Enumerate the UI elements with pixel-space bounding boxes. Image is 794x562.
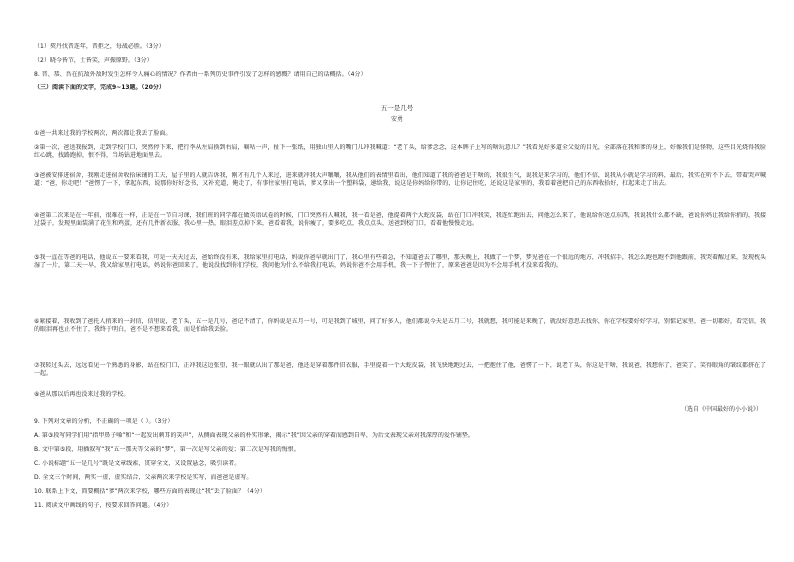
paragraph-6: ⑥紧接着，我收到了爸托人捎来的一封信，信里说，老丫头，五一是几号，爸记不清了，你妈说是五月一号，可是我到了城里，问了好多人，他们都说今天是五月二号，我就想，我可能是来晚了，就没好意思去找你，你在学校要好好学习，别惦记家里，爸一切都好，看完信，我的眼泪再也止不住了，我终于明白，爸不是不想来看我，而是怕给我丢脸。 — [34, 318, 766, 334]
paragraph-2: ②第一次，爸送我报到，走到学校门口，突然停下来，把行李从左肩换到右肩，嘀咕一声，扯下一张纸，用独山里人的嘴门儿冲我喊道：“老丫头，给爹念念，这本牌子上写的啥玩意儿？”我看见好多道全父爱的目光，全部落在我和爹的身上，好像我们是怪物，这些目光烧得我脸红心跳，找路跑掉，恨不得，当场钻进地面里去。 — [34, 144, 766, 160]
paragraph-3: ③爸被安排进宿舍，我刚走进宿舍收拾床铺的工夫，屋子里的人就告诉我，刚才有几个人来过，进来就冲我大声嚷嚷，我从他们的表情里看出，他们知道了我的爸爸是干啥的，我很生气，说我是来学习的，他们不信，说我从小就是学习的料，最后，我实在听不下去，带着哭声喊道：“爸，你走吧！”爸愣了一下，拿起东西，说那你好好念书，又补充道，俺走了，有事往家里打电话，爹又拿出一个塑料袋，递给我，说这是你妈给你带的，让你记住吃，还说这是家里的，我看着爸把自己的东西收拾好，扛起来走了出去。 — [34, 172, 766, 188]
question-item-1: （1）契丹伐晋连年，晋拒之，每战必胜。（3分） — [34, 43, 165, 50]
question-9: 9. 下列对文章的分析，不正确的一项是（ ）。（3分） — [34, 418, 174, 425]
article-author: 安勇 — [390, 116, 403, 123]
question-9-option-a: A. 第③段写同学们用“指甲鼻子嗓”和“一起发出刺耳的笑声”，从侧面表现父亲的朴实形象，揭示“我”因父亲的穿着而感到自卑，为后文表现父亲对我深厚的爱作铺垫。 — [34, 432, 474, 439]
question-item-2: （2）晓今皆节，士皆笑，声振原野。（3分） — [34, 57, 153, 64]
question-11: 11. 阅读文中画线的句子，按要求回答问题。（4分） — [34, 502, 173, 509]
question-9-option-c: C. 小说标题“五一是几号”既是文章线索，贯穿全文，又设置悬念，吸引读者。 — [34, 460, 241, 467]
paragraph-8: ⑧爸从那以后再也没来过我的学校。 — [34, 391, 130, 398]
question-10: 10. 联系上下文，简要概括“爹”两次来学校，哪些方面的表现让“我”丢了脸面？（4分） — [34, 488, 266, 495]
section-heading: （三）阅读下面的文字，完成9~13题。（20分） — [34, 84, 165, 91]
article-source: （选自《中国最好的小小说》） — [680, 406, 762, 413]
question-8: 8. 晋、恭、吾在抗敌外敌时发生怎样令人痛心的情况？作者由一系列历史事件引发了怎样的感慨？请用自己的话概括。（4分） — [34, 71, 367, 78]
question-9-option-b: B. 文中第⑤段，用插叙写“我”五一那天等父亲的“梦”，第一次是写父亲的爱；第二次是写我的悔恨。 — [34, 446, 300, 453]
paragraph-4: ④爸第二次来是在一年前，很难在一样，正是在一节自习课，我们班的同学都在做英语试卷的时候，门口突然有人喊我，我一看是爸，他提着两个大蛇皮袋，站在门口冲我笑，我连忙跑出去，问他怎么来了，他说给你送点东西，我说我什么都不缺，爸说你妈让我给你捎的，我接过袋子，发现里面装满了花生和鸡蛋，还有几件新衣服，我心里一热，眼泪差点掉下来，爸看着我，说你瘦了，要多吃点，我点点头，送爸到校门口，看着他慢慢走远。 — [34, 212, 766, 228]
question-9-option-d: D. 全文三个时间，两实一虚，虚实结合，父亲两次来学校是实写，而爸爸是虚写。 — [34, 474, 253, 481]
article-title: 五一是几号 — [380, 104, 414, 112]
paragraph-5: ⑤我一直在等爸的电话，他说五一要来看我，可是一天天过去，爸始终没有来，我给家里打电话，妈说你爸早就出门了，我心里有些着急，不知道爸去了哪里，那天晚上，我做了一个梦，梦见爸在一个很远的地方，冲我招手，我怎么跑也跑不到他跟前，我哭着醒过来，发现枕头湿了一片，第二天一早，我又给家里打电话，妈说你爸回来了，他说没找到你们学校，我问他为什么不给我打电话，妈说你爸不会用手机，我一下子愣住了，原来爸爸是因为不会用手机才没来看我的。 — [34, 254, 766, 270]
paragraph-7: ⑦我转过头去，远远看见一个熟悉的身影，站在校门口，正冲我这边张望，我一眼就认出了那是爸，他还是穿着那件旧衣服，手里提着一个大蛇皮袋，我飞快地跑过去，一把抱住了他，爸愣了一下，说老丫头，你这是干啥，我说爸，我想你了，爸笑了，笑得眼角的皱纹都挤在了一起。 — [34, 362, 766, 378]
paragraph-1: ①爸一共来过我的学校两次，两次都让我丢了脸面。 — [34, 130, 172, 137]
